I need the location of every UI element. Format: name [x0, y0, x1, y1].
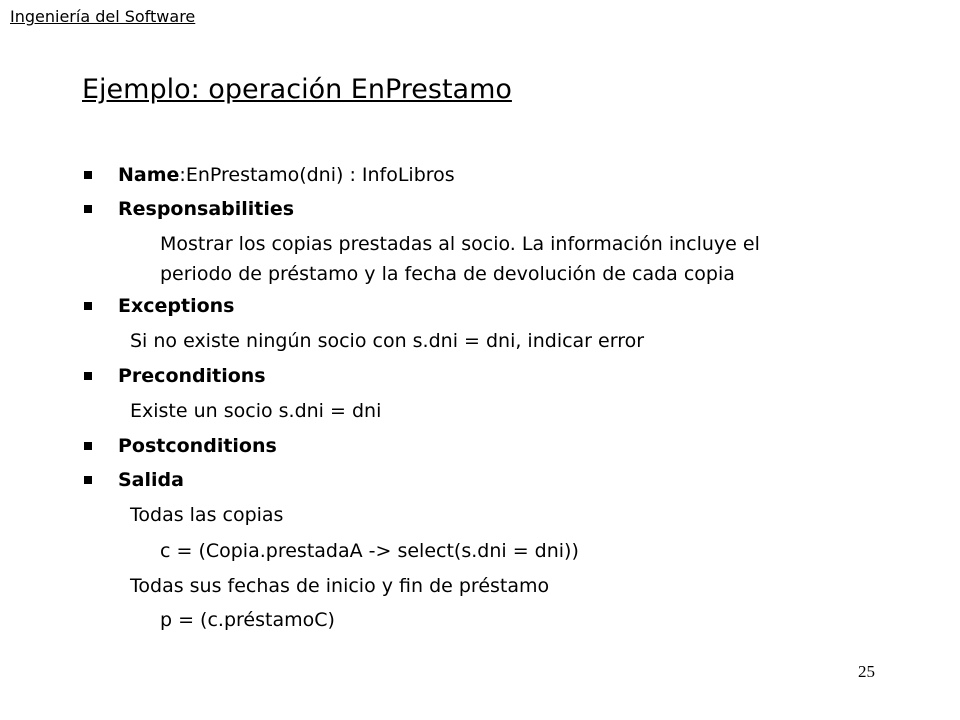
name-item	[118, 160, 455, 190]
exceptions-text: Si no existe ningún socio con s.dni = dni, indicar error	[130, 330, 645, 352]
preconditions-label-text: Preconditions	[118, 365, 266, 387]
name-value: :EnPrestamo(dni) : InfoLibros	[179, 164, 455, 186]
responsabilities-label	[118, 194, 294, 224]
salida-line-3: Todas sus fechas de inicio y fin de préstamo	[130, 575, 550, 597]
responsabilities-label-text: Responsabilities	[118, 198, 295, 220]
bullet-postconditions	[84, 442, 92, 450]
header-title: Ingeniería del Software	[10, 7, 196, 26]
salida-label-text: Salida	[118, 469, 184, 491]
name-label: Name	[118, 164, 180, 186]
responsabilities-line-2: periodo de préstamo y la fecha de devolución de cada copia	[160, 263, 735, 285]
salida-line-1: Todas las copias	[130, 504, 284, 526]
bullet-exceptions	[84, 302, 92, 310]
salida-line-2: c = (Copia.prestadaA -> select(s.dni = dni))	[160, 540, 579, 562]
bullet-responsabilities	[84, 205, 92, 213]
salida-label	[118, 465, 184, 495]
postconditions-label-text: Postconditions	[118, 435, 277, 457]
postconditions-label	[118, 431, 277, 461]
exceptions-label	[118, 291, 234, 321]
bullet-preconditions	[84, 372, 92, 380]
page-number: 25	[858, 662, 875, 681]
bullet-name	[84, 171, 92, 179]
slide-title: Ejemplo: operación EnPrestamo	[82, 74, 512, 105]
bullet-salida	[84, 476, 92, 484]
preconditions-label	[118, 361, 266, 391]
exceptions-label-text: Exceptions	[118, 295, 235, 317]
preconditions-text: Existe un socio s.dni = dni	[130, 400, 382, 422]
salida-line-4: p = (c.préstamoC)	[160, 609, 335, 631]
responsabilities-line-1: Mostrar los copias prestadas al socio. La información incluye el	[160, 233, 760, 255]
